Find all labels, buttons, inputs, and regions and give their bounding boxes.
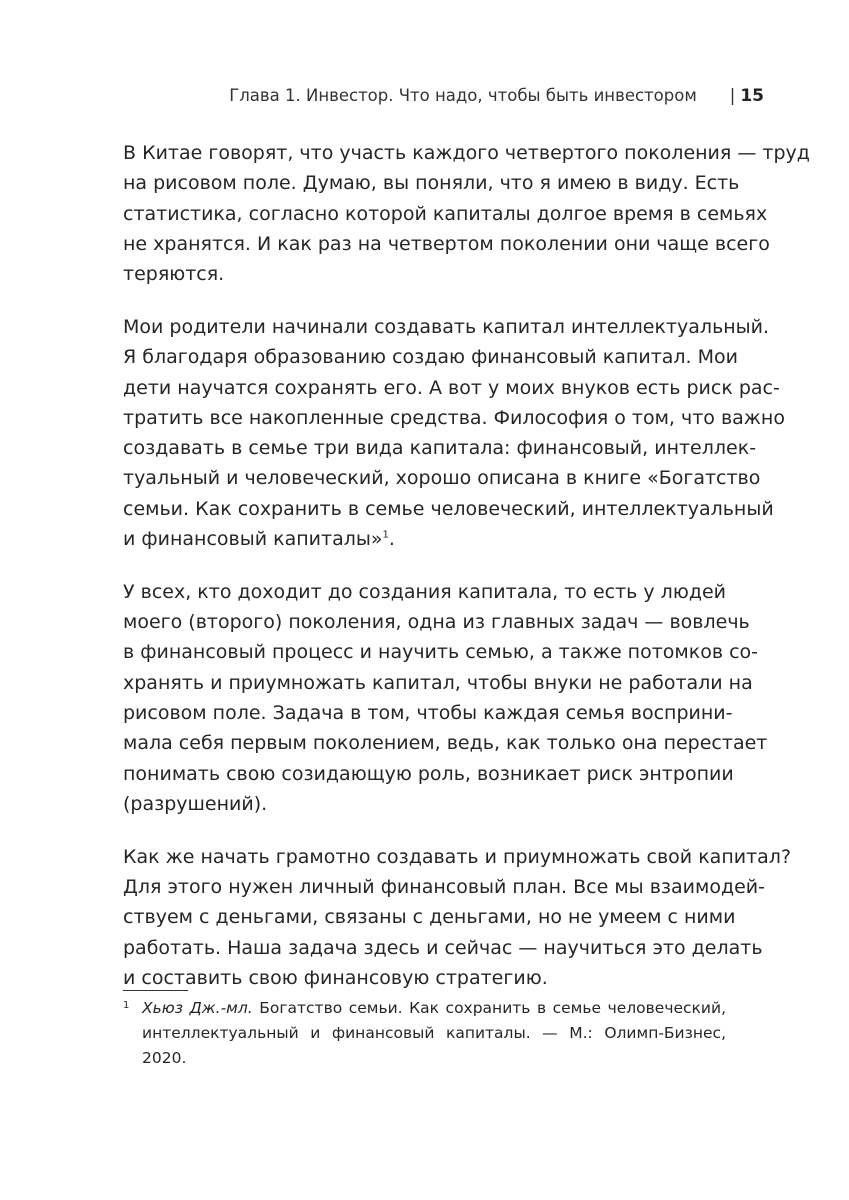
- running-head: [123, 86, 764, 106]
- text-line: Для этого нужен личный финансовый план. Все мы взаимодей-: [123, 876, 766, 899]
- text-line: теряются.: [123, 263, 225, 286]
- footnote-line-text: Богатство семьи. Как сохранить в семье человеческий,: [252, 999, 726, 1017]
- text-line: создавать в семье три вида капитала: финансовый, интеллек-: [123, 437, 757, 460]
- text-line: в финансовый процесс и научить семью, а также потомков со-: [123, 641, 759, 664]
- text-line: (разрушений).: [123, 792, 268, 815]
- text-line: работать. Наша задача здесь и сейчас — научиться это делать: [123, 936, 763, 959]
- footnote-author: Хьюз Дж.-мл.: [142, 999, 253, 1017]
- text-line: статистика, согласно которой капиталы долгое время в семьях: [123, 202, 768, 225]
- paragraph-4: [123, 842, 792, 993]
- footnote-reference[interactable]: 1: [382, 529, 389, 541]
- text-line: моего (второго) поколения, одна из главных задач — вовлечь: [123, 611, 750, 634]
- text-line: понимать свою созидающую роль, возникает риск энтропии: [123, 762, 734, 785]
- text-line: не хранятся. И как раз на четвертом поколении они чаще всего: [123, 232, 770, 255]
- text-line: [123, 524, 726, 554]
- footnote-divider: [123, 990, 188, 991]
- footnote-line: [142, 996, 726, 1021]
- text-line: Как же начать грамотно создавать и приумножать свой капитал?: [123, 845, 792, 868]
- text-line: мала себя первым поколением, ведь, как только она перестает: [123, 732, 768, 755]
- text-line: дети научатся сохранять его. А вот у моих внуков есть риск рас-: [123, 376, 780, 399]
- footnote-mark: 1: [123, 1000, 130, 1011]
- text-line: тратить все накопленные средства. Философия о том, что важно: [123, 406, 785, 429]
- body-text: [123, 138, 810, 993]
- page-number: 15: [740, 86, 764, 106]
- text-line-content: и финансовый капиталы»: [123, 528, 383, 551]
- text-line: туальный и человеческий, хорошо описана в книге «Богатство: [123, 467, 761, 490]
- header-separator: |: [729, 86, 736, 105]
- text-line: хранять и приумножать капитал, чтобы внуки не работали на: [123, 671, 753, 694]
- footnote-line: 2020.: [142, 1049, 187, 1067]
- text-line: В Китае говорят, что участь каждого четвертого поколения — труд: [123, 142, 810, 164]
- chapter-title: Глава 1. Инвестор. Что надо, чтобы быть инвестором: [229, 86, 697, 105]
- footnote: [123, 996, 726, 1071]
- paragraph-2: [123, 312, 785, 554]
- text-line: на рисовом поле. Думаю, вы поняли, что я имею в виду. Есть: [123, 172, 740, 195]
- footnote-text: [142, 996, 726, 1071]
- sentence-end: .: [388, 528, 395, 551]
- text-line: ствуем с деньгами, связаны с деньгами, но не умеем с ними: [123, 906, 736, 929]
- text-line: семьи. Как сохранить в семье человеческий, интеллектуальный: [123, 497, 774, 520]
- footnote-line: интеллектуальный и финансовый капиталы. — М.: Олимп-Бизнес,: [142, 1024, 726, 1042]
- paragraph-3: [123, 577, 768, 819]
- paragraph-1: [123, 138, 810, 289]
- text-line: и составить свою финансовую стратегию.: [123, 966, 548, 989]
- text-line: рисовом поле. Задача в том, чтобы каждая семья восприни-: [123, 702, 733, 725]
- text-line: Мои родители начинали создавать капитал интеллектуальный.: [123, 315, 770, 338]
- text-line: Я благодаря образованию создаю финансовый капитал. Мои: [123, 346, 738, 369]
- text-line: У всех, кто доходит до создания капитала, то есть у людей: [123, 580, 726, 603]
